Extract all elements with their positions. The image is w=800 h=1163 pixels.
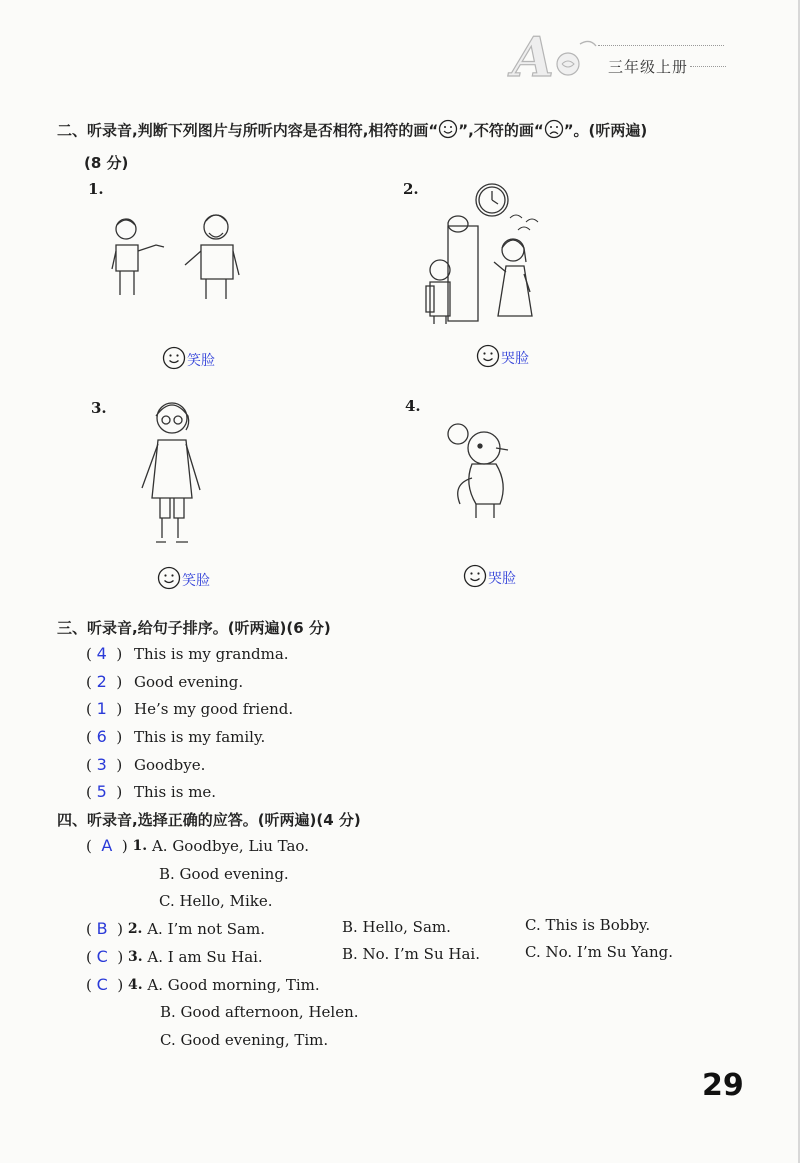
picture-boy-woman-clock [418,178,563,332]
item-number: 4. [405,397,421,415]
answer-paren [86,782,134,801]
order-answer: 5 [96,782,107,801]
order-answer: 2 [96,672,107,691]
paren-open: ( [86,919,92,938]
answer-text: 哭脸 [501,351,529,367]
paren-close: ) [116,673,123,691]
answer-text: 笑脸 [182,573,210,589]
paren-open: ( [86,783,92,801]
paren-open: ( [86,947,92,966]
order-answer: 1 [96,699,107,718]
sentence-row [86,644,289,663]
section-4-heading: 四、听录音,选择正确的应答。(听两遍)(4 分) [57,811,361,829]
item-number: 2. [403,180,419,198]
sentence-row [86,672,243,691]
answer-item-1 [162,346,215,374]
paren-close: ) [116,645,123,663]
paren-open: ( [86,728,92,746]
smiley-face-icon [438,119,458,143]
smiley-face-icon [476,344,500,372]
choice-answer: A [101,836,113,855]
answer-text: 哭脸 [488,571,516,587]
smiley-face-icon [463,564,487,592]
order-answer: 6 [96,727,107,746]
question-row [86,919,265,938]
paren-open: ( [86,645,92,663]
option-a: A. Goodbye, Liu Tao. [151,836,309,855]
order-answer: 4 [96,644,107,663]
smiley-face-icon [162,346,186,374]
question-row [86,836,309,855]
choice-answer: B [96,919,108,938]
answer-item-3 [157,566,210,594]
section-2-heading [57,119,647,143]
choice-answer: C [96,947,108,966]
item-number: 3. [91,399,107,417]
sentence-text: Goodbye. [134,755,206,774]
section-3-heading: 三、听录音,给句子排序。(听两遍)(6 分) [57,619,331,637]
answer-paren [86,699,134,718]
page-number: 29 [702,1068,744,1103]
sentence-text: He’s my good friend. [134,699,294,718]
section-2-score: (8 分) [84,154,129,172]
paren-open: ( [86,975,92,994]
sad-face-icon [544,119,564,143]
paren-open: ( [86,700,92,718]
question-number: 2. [127,920,143,937]
question-number: 4. [128,976,143,993]
question-row [86,975,320,994]
answer-item-2 [476,344,529,372]
picture-girl-with-glasses [132,396,212,552]
option-a: A. I am Su Hai. [147,947,263,966]
heading-part: ”。(听两遍) [563,121,648,140]
picture-mouse [442,418,522,528]
answer-paren [86,644,134,663]
paren-close: ) [117,947,124,966]
sentence-row [86,782,216,801]
picture-boy-and-grandpa [104,205,244,309]
option-c: C. No. I’m Su Yang. [525,943,674,961]
paren-close: ) [116,728,123,746]
option-b: B. Good afternoon, Helen. [160,1003,359,1021]
heading-part: 二、听录音,判断下列图片与所听内容是否相符,相符的画“ [57,121,439,140]
paren-close: ) [121,836,128,855]
option-b: B. No. I’m Su Hai. [342,945,480,963]
option-c: C. Hello, Mike. [159,892,273,910]
paren-close: ) [116,783,123,801]
sentence-text: This is my grandma. [134,644,289,663]
choice-answer: C [96,975,108,994]
question-row [86,947,263,966]
sentence-text: Good evening. [134,672,244,691]
paren-close: ) [117,919,124,938]
answer-item-4 [463,564,516,592]
header-rule [690,66,726,67]
paren-open: ( [86,836,92,855]
svg-text:A: A [512,25,554,89]
item-number: 1. [88,180,104,198]
answer-paren [86,755,134,774]
answer-text: 笑脸 [187,353,215,369]
option-a: A. I’m not Sam. [147,919,265,938]
answer-paren [86,672,134,691]
option-a: A. Good morning, Tim. [147,975,320,994]
paren-open: ( [86,673,92,691]
series-logo [508,25,600,89]
option-c: C. This is Bobby. [525,916,651,934]
sentence-row [86,755,205,774]
paren-close: ) [116,700,123,718]
answer-paren [86,727,134,746]
option-c: C. Good evening, Tim. [160,1031,329,1049]
sentence-text: This is my family. [134,727,266,746]
question-number: 1. [132,837,148,854]
header-rule [598,45,724,46]
heading-part: ”,不符的画“ [458,121,544,140]
order-answer: 3 [96,755,107,774]
paren-close: ) [117,975,124,994]
grade-label: 三年级上册 [608,58,689,76]
question-number: 3. [128,948,143,965]
sentence-row [86,699,293,718]
paren-close: ) [116,756,123,774]
paren-open: ( [86,756,92,774]
option-b: B. Good evening. [159,865,289,883]
option-b: B. Hello, Sam. [342,918,451,936]
sentence-row [86,727,265,746]
sentence-text: This is me. [134,782,217,801]
smiley-face-icon [157,566,181,594]
